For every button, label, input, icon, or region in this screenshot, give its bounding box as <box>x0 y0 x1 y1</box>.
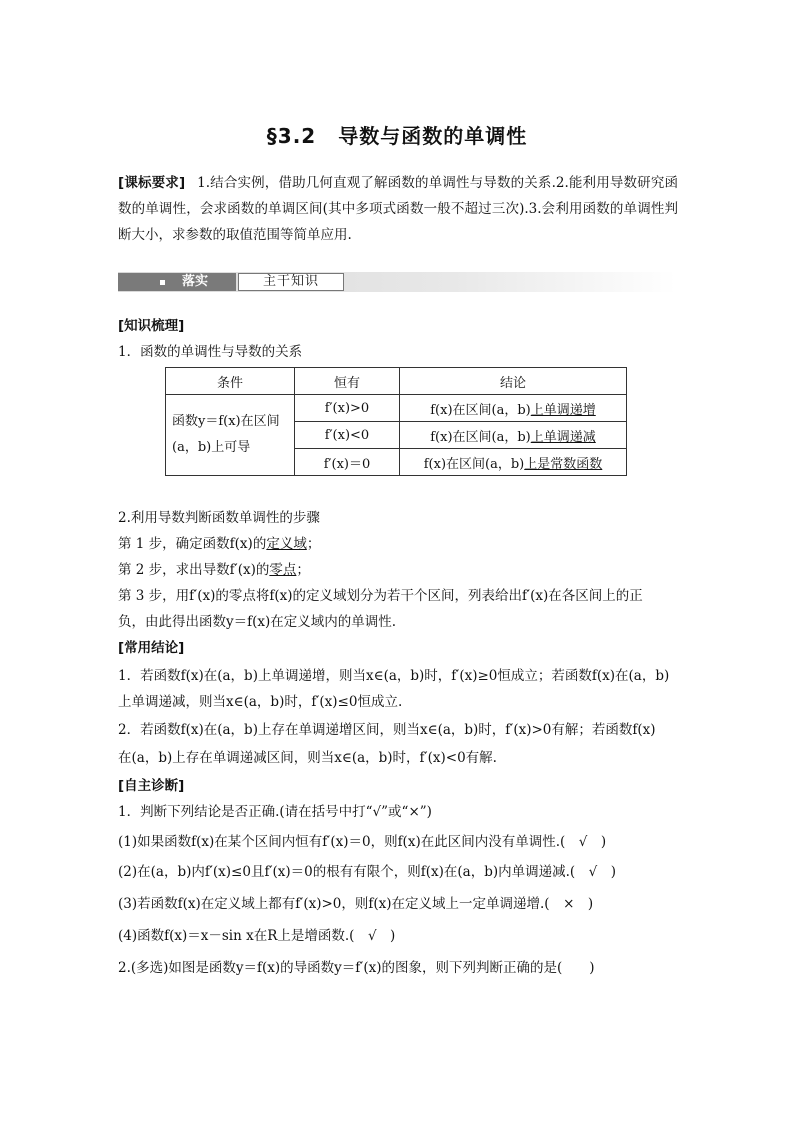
step-2-underlined: 零点 <box>269 562 297 578</box>
statement-3: (3)若函数f(x)在定义域上都有f′(x)>0，则f(x)在定义域上一定单调递增.( × ) <box>118 896 594 912</box>
section-banner <box>118 272 676 292</box>
knowledge-heading: [知识梳理] <box>118 318 185 334</box>
conclusion-prefix: f(x)在区间(a，b) <box>430 402 531 418</box>
table-cell-conclusion <box>400 422 627 449</box>
statement-4: (4)函数f(x)＝x－sin x在R上是增函数.( √ ) <box>118 928 396 944</box>
knowledge-item-1: 1．函数的单调性与导数的关系 <box>118 344 303 360</box>
statement-2: (2)在(a，b)内f′(x)≤0且f′(x)＝0的根有有限个，则f(x)在(a，b)内单调递减.( √ ) <box>118 864 617 880</box>
table-cell-derivative: f′(x)＝0 <box>295 449 400 476</box>
step-1-punct: ； <box>306 536 321 552</box>
knowledge-item-2: 2.利用导数判断函数单调性的步骤 <box>118 510 320 526</box>
conclusion-underlined: 上单调递增 <box>530 402 596 418</box>
condition-line-1: 函数y＝f(x)在区间 <box>172 414 280 429</box>
step-3-line-1: 第 3 步，用f′(x)的零点将f(x)的定义域划分为若干个区间，列表给出f′(x)在各区间上的正 <box>118 588 643 604</box>
question-1: 1．判断下列结论是否正确.(请在括号中打“√”或“×”) <box>118 804 432 820</box>
conclusion-1-line-1: 1．若函数f(x)在(a，b)上单调递增，则当x∈(a，b)时，f′(x)≥0恒成立；若函数f(x)在(a，b) <box>118 668 670 684</box>
conclusion-prefix: f(x)在区间(a，b) <box>430 429 531 445</box>
page-title <box>0 120 794 149</box>
step-1-underlined: 定义域 <box>266 536 307 552</box>
monotonicity-table <box>165 367 627 476</box>
conclusion-underlined: 上是常数函数 <box>524 456 603 472</box>
step-1-text: 第 1 步，确定函数f(x)的 <box>118 536 267 552</box>
table-header-row <box>166 368 627 395</box>
step-3-line-2: 负，由此得出函数y＝f(x)在定义域内的单调性. <box>118 614 397 630</box>
banner-dark-tab <box>118 273 236 291</box>
table-header-condition: 条件 <box>166 368 295 395</box>
requirements-tag: [课标要求] <box>118 175 186 191</box>
table-cell-derivative: f′(x)<0 <box>295 422 400 449</box>
table-cell-conclusion <box>400 395 627 422</box>
conclusion-2-line-1: 2．若函数f(x)在(a，b)上存在单调递增区间，则当x∈(a，b)时，f′(x)>0有解；若函数f(x) <box>118 722 656 738</box>
conclusions-heading: [常用结论] <box>118 640 185 656</box>
square-bullet-icon <box>160 280 165 285</box>
step-2-text: 第 2 步，求出导数f′(x)的 <box>118 562 270 578</box>
statement-1: (1)如果函数f(x)在某个区间内恒有f′(x)＝0，则f(x)在此区间内没有单调性.( √ ) <box>118 834 607 850</box>
requirements-text: 1.结合实例，借助几何直观了解函数的单调性与导数的关系.2.能利用导数研究函数的单调性，会求函数的单调区间(其中多项式函数一般不超过三次).3.会利用函数的单调性判断大小，求参数的取值范围等简单应用. <box>118 175 678 243</box>
self-check-heading: [自主诊断] <box>118 778 185 794</box>
banner-dark-label: 落实 <box>182 274 209 289</box>
table-header-always: 恒有 <box>295 368 400 395</box>
table-row <box>166 395 627 422</box>
step-2-punct: ； <box>296 562 310 578</box>
step-2 <box>118 558 680 578</box>
conclusion-prefix: f(x)在区间(a，b) <box>423 456 525 472</box>
section-title: 导数与函数的单调性 <box>338 124 528 148</box>
condition-line-2: (a，b)上可导 <box>172 440 251 455</box>
section-number: §3.2 <box>266 124 317 148</box>
conclusion-underlined: 上单调递减 <box>530 429 596 445</box>
question-2: 2.(多选)如图是函数y＝f(x)的导函数y＝f′(x)的图象，则下列判断正确的是( ) <box>118 960 595 976</box>
conclusion-1-line-2: 上单调递减，则当x∈(a，b)时，f′(x)≤0恒成立. <box>118 694 403 710</box>
banner-light-label: 主干知识 <box>238 273 344 291</box>
table-cell-conclusion <box>400 449 627 476</box>
table-header-conclusion: 结论 <box>400 368 627 395</box>
table-condition-cell <box>166 395 295 476</box>
conclusion-2-line-2: 在(a，b)上存在单调递减区间，则当x∈(a，b)时，f′(x)<0有解. <box>118 750 497 766</box>
table-cell-derivative: f′(x)>0 <box>295 395 400 422</box>
curriculum-requirements <box>118 170 678 248</box>
step-1 <box>118 532 680 552</box>
